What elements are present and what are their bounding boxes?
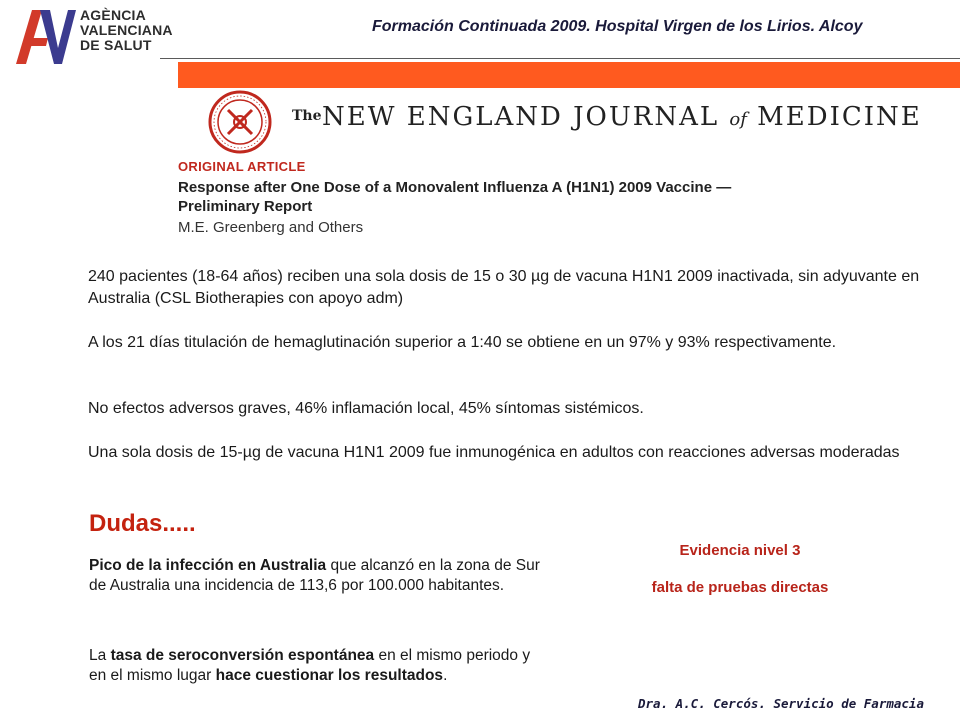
doubts-heading: Dudas..... (89, 510, 196, 537)
header-divider (160, 58, 960, 59)
logo-line-3: DE SALUT (80, 37, 152, 53)
doubt-2-text-b: en el mismo periodo y en el mismo lugar (89, 647, 531, 684)
logo-line-1: AGÈNCIA (80, 7, 146, 23)
agencia-valenciana-logo (14, 6, 179, 66)
summary-paragraph-2: A los 21 días titulación de hemaglutinación superior a 1:40 se obtiene en un 97% y 93% respectivamente. (88, 334, 837, 351)
article-title-line-1: Response after One Dose of a Monovalent Influenza A (H1N1) 2009 Vaccine — (178, 179, 732, 196)
nejm-title-of: of (729, 109, 747, 130)
doubt-2-text-a: La (89, 647, 111, 664)
summary-paragraph-4: Una sola dosis de 15-µg de vacuna H1N1 2009 fue inmunogénica en adultos con reacciones adversas moderadas (88, 444, 900, 461)
doubt-2-bold-a: tasa de seroconversión espontánea (110, 647, 375, 664)
nejm-title-part-a: NEW ENGLAND JOURNAL (322, 102, 720, 132)
doubt-2-text-c: . (443, 667, 448, 684)
article-title-line-2: Preliminary Report (178, 198, 313, 215)
article-title (178, 178, 938, 216)
nejm-seal-icon (208, 90, 272, 154)
header-accent-bar (178, 62, 960, 88)
nejm-title (322, 102, 922, 132)
doubt-1-bold: Pico de la infección en Australia (89, 557, 327, 574)
header-title: Formación Continuada 2009. Hospital Virgen de los Lirios. Alcoy (372, 18, 863, 35)
evidence-note: falta de pruebas directas (651, 579, 829, 596)
footer-credit: Dra. A.C. Cercós. Servicio de Farmacia (638, 696, 924, 711)
logo-line-2: VALENCIANA (80, 22, 173, 38)
evidence-level: Evidencia nivel 3 (679, 542, 801, 559)
doubt-1-text: que alcanzó en la zona de Sur de Australia una incidencia de 113,6 por 100.000 habitantes. (89, 557, 540, 594)
doubt-paragraph-1 (89, 556, 549, 596)
logo-text (80, 8, 173, 53)
nejm-the: The (292, 108, 322, 124)
doubt-paragraph-2 (89, 646, 549, 686)
summary-paragraph-1: 240 pacientes (18-64 años) reciben una sola dosis de 15 o 30 µg de vacuna H1N1 2009 inactivada, sin adyuvante en Australia (CSL Biotherapies con apoyo adm) (88, 268, 920, 307)
av-logo-icon (14, 8, 76, 66)
summary-paragraph-3: No efectos adversos graves, 46% inflamación local, 45% síntomas sistémicos. (88, 400, 644, 417)
doubt-2-bold-b: hace cuestionar los resultados (215, 667, 444, 684)
article-type: ORIGINAL ARTICLE (178, 159, 306, 174)
nejm-title-part-b: MEDICINE (757, 102, 922, 132)
article-authors: M.E. Greenberg and Others (178, 219, 364, 236)
